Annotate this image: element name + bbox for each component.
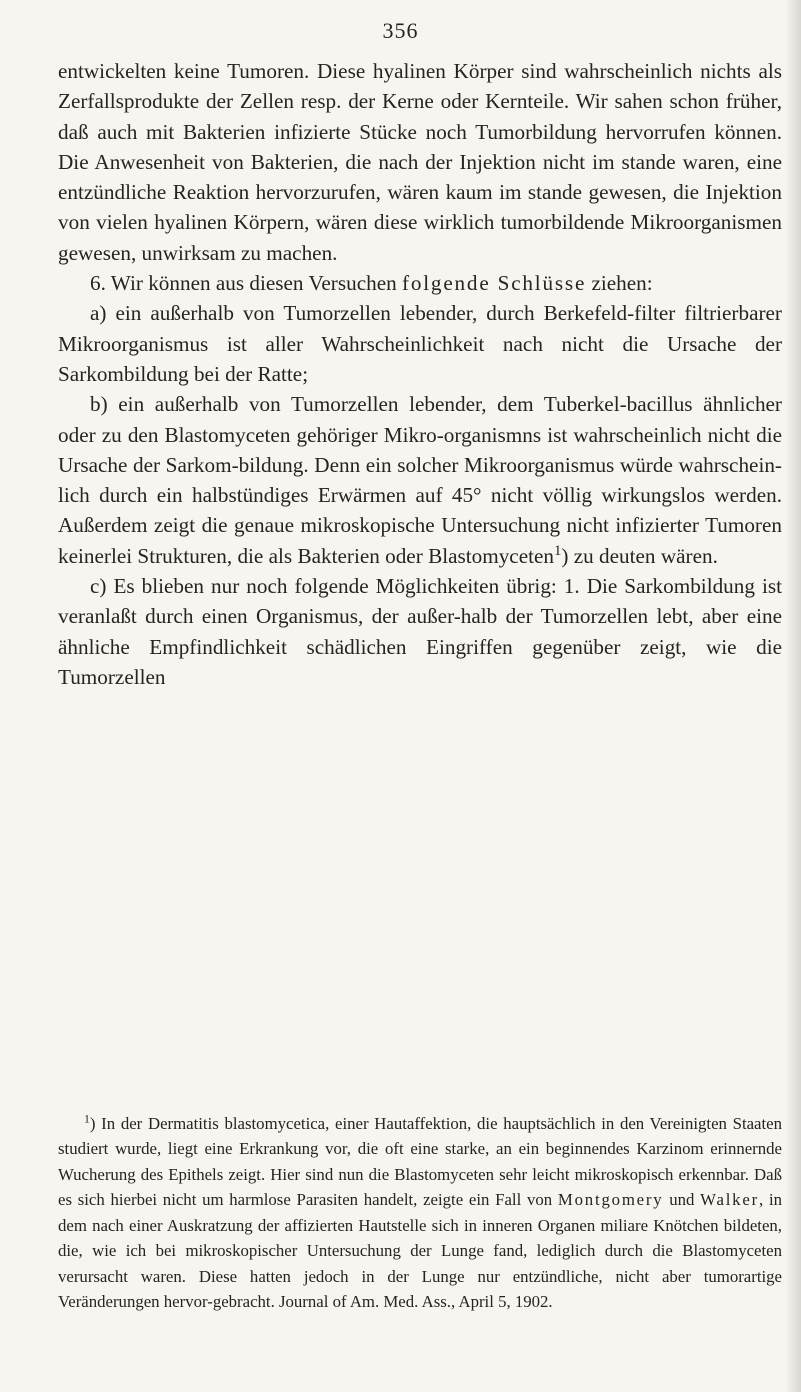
spaced-emphasis: folgende Schlüsse [402,271,587,296]
paragraph-c: c) Es blieben nur noch folgende Möglichkeiten übrig: 1. Die Sarkombildung ist veranlaßt durch einen Organismus, der außer-halb der Tumorzellen lebt, aber eine ähnliche Empfindlichkeit schädlichen Eingriffen gegenüber zeigt, wie die Tumorzellen [58,574,782,689]
paragraph-6-prefix: 6. Wir können aus diesen Versuchen [90,271,402,296]
page-number: 356 [382,18,419,43]
paragraph-6-conclusions [58,268,782,298]
author-walker: Walker [700,1190,760,1210]
paragraph-a: a) ein außerhalb von Tumorzellen lebender, durch Berkefeld-filter filtrierbarer Mikroorganismus ist aller Wahrscheinlichkeit nach nicht die Ursache der Sarkombildung bei der Ratte; [58,301,782,386]
footnote-conjunction: und [663,1190,701,1210]
footnote-text-part-1: ) In der Dermatitis blastomycetica, einer Hautaffektion, die hauptsächlich in den Vereinigten Staaten studiert wurde, liegt eine Erkrankung vor, die oft eine starke, an ein beginnendes Karzinom erinnernde Wucherung des Epithels zeigt. Hier sind nun die Blastomyceten sehr leicht mikroskopisch erkennbar. Daß es sich hierbei nicht um harmlose Parasiten handelt, zeigte ein Fall von [58,1113,782,1210]
footnote-1 [58,1111,782,1315]
main-text [58,56,782,692]
footnote-mark: 1 [84,1112,90,1126]
paragraph-b-ending: ) zu deuten wären. [561,543,718,568]
paragraph-b [58,389,782,571]
paragraph-6-suffix: ziehen: [586,271,653,296]
page-edge-shadow [785,0,801,1392]
author-montgomery: Montgomery [557,1190,664,1210]
footnote-reference: 1 [553,542,562,559]
paragraph-1: entwickelten keine Tumoren. Diese hyalinen Körper sind wahrscheinlich nichts als Zerfallsprodukte der Zellen resp. der Kerne oder Kernteile. Wir sahen schon früher, daß auch mit Bakterien infizierte Stücke noch Tumorbildung hervorrufen können. Die Anwesenheit von Bakterien, die nach der Injektion nicht im stande waren, eine entzündliche Reaktion hervorzurufen, wären kaum im stande gewesen, die Injektion von vielen hyalinen Körpern, wären diese wirklich tumorbildende Mikroorganismen gewesen, unwirksam zu machen. [58,59,782,265]
footnote-text-part-2: , in dem nach einer Auskratzung der affizierten Hautstelle sich in inneren Organen miliare Knötchen bildeten, die, wie ich bei mikroskopischer Untersuchung der Lunge fand, lediglich durch die Blastomyceten verursacht waren. Diese hatten jedoch in der Lunge nur entzündliche, nicht aber tumorartige Veränderungen hervor-gebracht. Journal of Am. Med. Ass., April 5, 1902. [58,1190,782,1312]
footnotes [58,1094,782,1332]
paragraph-b-text: b) ein außerhalb von Tumorzellen lebender, dem Tuberkel-bacillus ähnlicher oder zu den Blastomyceten gehöriger Mikro-organismns ist wahrscheinlich nicht die Ursache der Sarkom-bildung. Denn ein solcher Mikroorganismus würde wahrschein-lich durch ein halbstündiges Erwärmen auf 45° nicht völlig wirkungslos werden. Außerdem zeigt die genaue mikroskopische Untersuchung nicht infizierter Tumoren keinerlei Strukturen, die als Bakterien oder Blastomyceten [58,392,782,568]
